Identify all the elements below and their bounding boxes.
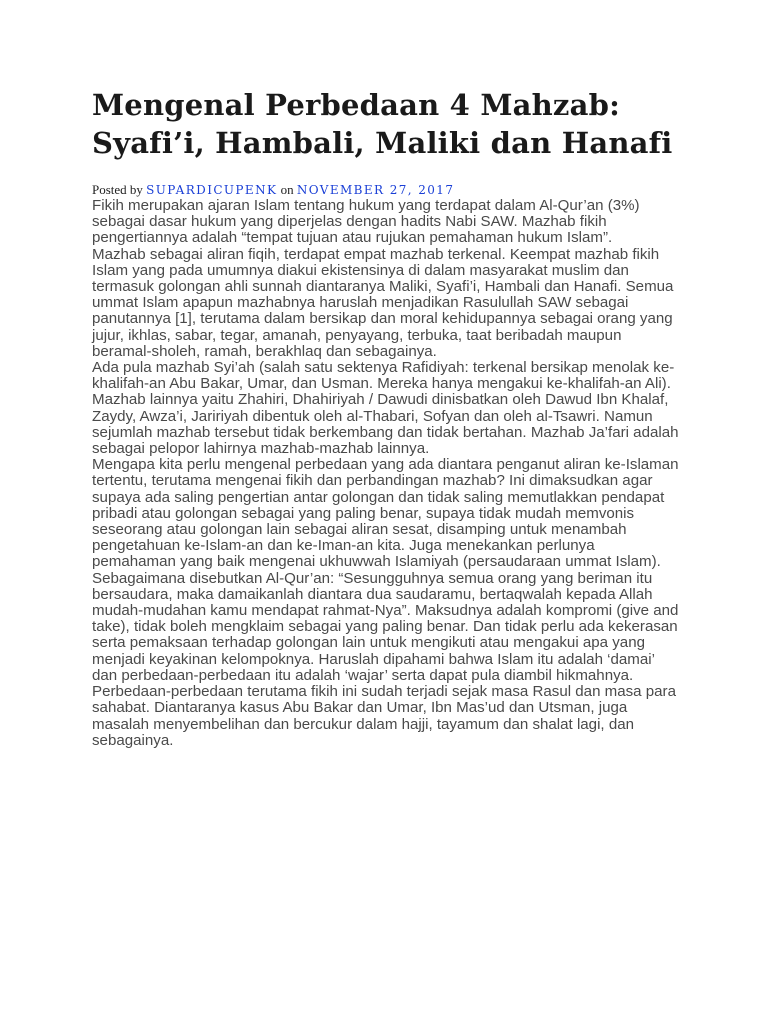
article-body xyxy=(92,198,682,749)
posted-by-label: Posted by xyxy=(92,182,143,197)
author-link[interactable]: SUPARDICUPENK xyxy=(146,183,278,197)
date-link[interactable]: NOVEMBER 27, 2017 xyxy=(296,183,455,197)
paragraph-2: Mazhab sebagai aliran fiqih, terdapat empat mazhab terkenal. Keempat mazhab fikih Islam yang pada umumnya diakui ekistensinya di dalam masyarakat muslim dan termasuk golongan ahli sunnah diantaranya Maliki, Syafi’i, Hambali dan Hanafi. Semua ummat Islam apapun mazhabnya haruslah menjadikan Rasulullah SAW sebagai panutannya [1], terutama dalam bersikap dan moral kehidupannya sebagai orang yang jujur, ikhlas, sabar, tegar, amanah, penyayang, terbuka, taat beribadah maupun beramal-sholeh, ramah, berakhlaq dan sebagainya. xyxy=(92,245,674,360)
on-label: on xyxy=(280,182,294,197)
paragraph-4: Mengapa kita perlu mengenal perbedaan yang ada diantara penganut aliran ke-Islaman tertentu, terutama mengenai fikih dan perbandingan mazhab? Ini dimaksudkan agar supaya ada saling pengertian antar golongan dan tidak saling memutlakkan pendapat pribadi atau golongan sebagai yang paling benar, supaya tidak mudah memvonis seseorang atau golongan lain sebagai aliran sesat, disamping untuk menambah pengetahuan ke-Islam-an dan ke-Iman-an kita. Juga menekankan perlunya pemahaman yang baik mengenai ukhuwwah Islamiyah (persaudaraan ummat Islam). Sebagaimana disebutkan Al-Qur’an: “Sesungguhnya semua orang yang beriman itu bersaudara, maka damaikanlah diantara dua saudaramu, bertaqwalah kepada Allah mudah-mudahan kamu mendapat rahmat-Nya”. Maksudnya adalah kompromi (give and take), tidak boleh mengklaim sebagai yang paling benar. Dan tidak perlu ada kekerasan serta pemaksaan terhadap golongan lain untuk mengikuti atau mengakui apa yang menjadi keyakinan kelompoknya. Haruslah dipahami bahwa Islam itu adalah ‘damai’ dan perbedaan-perbedaan itu adalah ‘wajar’ serta dapat pula diambil hikmahnya. Perbedaan-perbedaan terutama fikih ini sudah terjadi sejak masa Rasul dan masa para sahabat. Diantaranya kasus Abu Bakar dan Umar, Ibn Mas’ud dan Utsman, juga masalah menyembelihan dan bercukur dalam hajji, tayamum dan shalat lagi, dan sebagainya. xyxy=(92,456,679,749)
paragraph-1: Fikih merupakan ajaran Islam tentang hukum yang terdapat dalam Al-Qur’an (3%) sebagai dasar hukum yang diperjelas dengan hadits Nabi SAW. Mazhab fikih pengertiannya adalah “tempat tujuan atau rujukan pemahaman hukum Islam”. xyxy=(92,197,640,247)
article xyxy=(92,86,682,749)
article-title: Mengenal Perbedaan 4 Mahzab: Syafi’i, Hambali, Maliki dan Hanafi xyxy=(92,88,673,160)
post-meta xyxy=(92,182,682,198)
paragraph-3: Ada pula mazhab Syi’ah (salah satu sektenya Rafidiyah: terkenal bersikap menolak ke-khalifah-an Abu Bakar, Umar, dan Usman. Mereka hanya mengakui ke-khalifah-an Ali). Mazhab lainnya yaitu Zhahiri, Dhahiriyah / Dawudi dinisbatkan oleh Dawud Ibn Khalaf, Zaydy, Awza’i, Jaririyah dibentuk oleh al-Thabari, Sofyan dan oleh al-Tsawri. Namun sejumlah mazhab tersebut tidak berkembang dan tidak bertahan. Mazhab Ja’fari adalah sebagai pelopor lahirnya mazhab-mazhab lainnya. xyxy=(92,359,679,458)
